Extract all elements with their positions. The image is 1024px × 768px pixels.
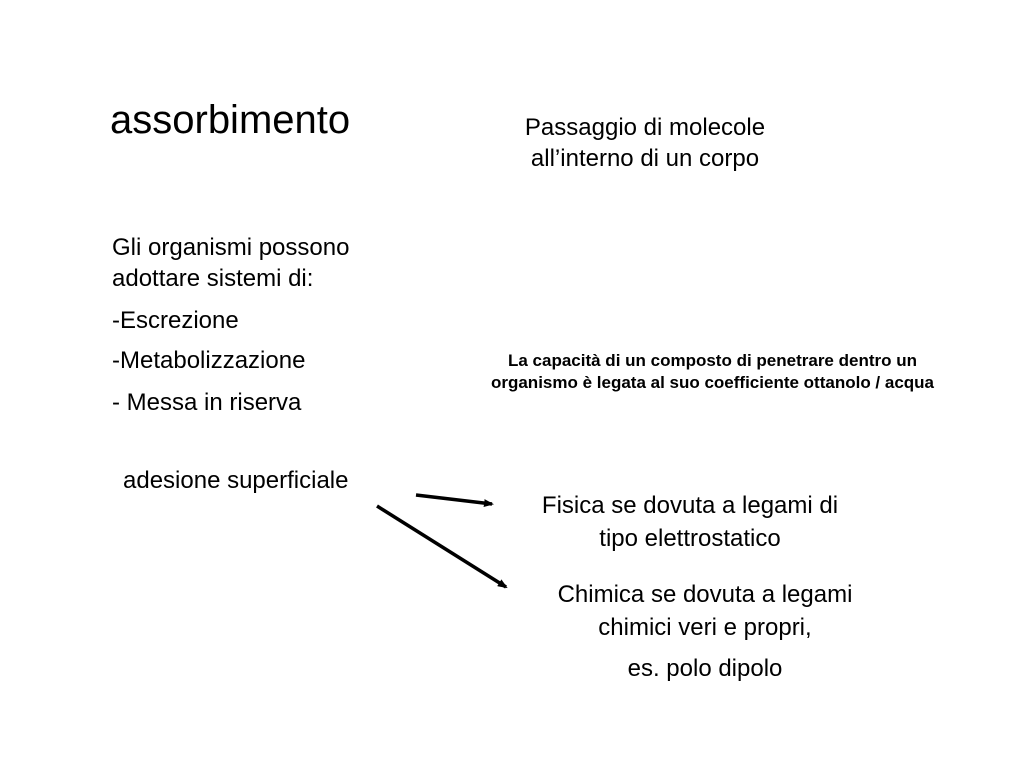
intro-text: Gli organismi possono adottare sistemi di: bbox=[112, 234, 350, 292]
adhesion-label: adesione superficiale bbox=[123, 467, 349, 494]
chemical-line-2: chimici veri e propri, bbox=[598, 614, 812, 641]
note-line-1: La capacità di un composto di penetrare dentro un bbox=[507, 351, 917, 370]
strategy-item-metabolization: -Metabolizzazione bbox=[112, 347, 306, 374]
physical-line-1: Fisica se dovuta a legami di bbox=[541, 492, 839, 519]
physical-adhesion-text bbox=[500, 489, 880, 555]
chemical-line-1: Chimica se dovuta a legami bbox=[557, 581, 853, 608]
definition-line-2: all’interno di un corpo bbox=[530, 145, 760, 172]
chemical-example-text: es. polo dipolo bbox=[627, 655, 783, 682]
physical-line-2: tipo elettrostatico bbox=[599, 525, 781, 552]
strategy-item-excretion: -Escrezione bbox=[112, 307, 239, 334]
chemical-adhesion-text bbox=[515, 578, 895, 644]
arrow-to-chemical bbox=[377, 506, 506, 587]
octanol-water-note bbox=[440, 350, 985, 394]
definition-text bbox=[470, 112, 820, 174]
slide-title: assorbimento bbox=[110, 98, 351, 142]
strategy-item-storage: - Messa in riserva bbox=[112, 389, 302, 416]
definition-line-1: Passaggio di molecole bbox=[524, 114, 766, 141]
arrow-to-physical bbox=[416, 495, 492, 504]
note-line-2: organismo è legata al suo coefficiente ottanolo / acqua bbox=[490, 373, 935, 392]
